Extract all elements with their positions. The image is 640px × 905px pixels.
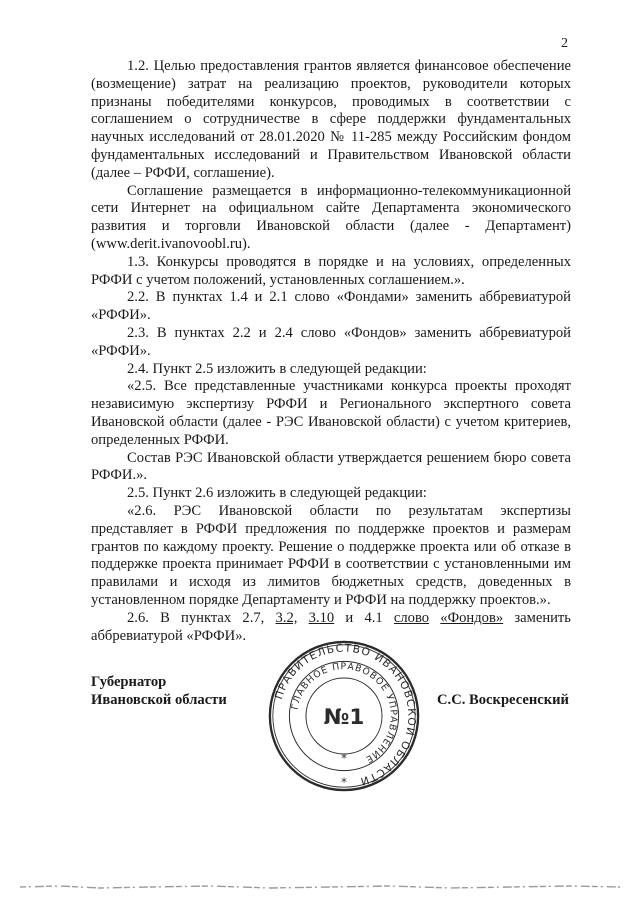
seal-inner-text: ГЛАВНОЕ ПРАВОВОЕ УПРАВЛЕНИЕ [289, 661, 399, 766]
paragraph-2-5: 2.5. Пункт 2.6 изложить в следующей редакции: [127, 485, 427, 502]
paragraph-2-4: 2.4. Пункт 2.5 изложить в следующей редакции: [127, 360, 427, 377]
paragraph-agreement: Соглашение размещается в информационно-телекоммуникационной сети Интернет на официальном сайте Департамента экономического развития и торговли Ивановской области (далее - Департамент) (www.derit.ivanovoobl.ru). [91, 182, 571, 252]
seal-center-number: №1 [323, 704, 365, 730]
paragraph-quote-2-5: «2.5. Все представленные участниками конкурса проекты проходят независимую экспертизу РФФИ и Регионального экспертного совета Ивановской области (далее - РЭС Ивановской области) с учетом критериев, определенных РФФИ. [91, 378, 571, 448]
seal-star-inner: * [341, 750, 347, 765]
seal-outer-text: ПРАВИТЕЛЬСТВО ИВАНОВСКОЙ ОБЛАСТИ [272, 641, 419, 789]
signer-title-line1: Губернатор [91, 674, 167, 690]
paragraph-quote-2-6: «2.6. РЭС Ивановской области по результатам экспертизы представляет в РФФИ предложения по поддержке проектов и размерам грантов по каждому проекту. Решение о поддержке проекта или об отказе в поддержке проекта принимает РФФИ в соответствии с установленными им правилами и исходя из лимитов бюджетных средств, доведенных в установленном порядке Департаменту и РФФИ на поддержку проектов.». [91, 502, 571, 608]
paragraph-2-6-mid: и 4.1 [345, 609, 383, 626]
paragraph-res-composition: Состав РЭС Ивановской области утверждается решением бюро совета РФФИ.». [91, 449, 571, 484]
seal-star-outer: * [341, 775, 347, 790]
paragraph-1-3: 1.3. Конкурсы проводятся в порядке и на условиях, определенных РФФИ с учетом положений, установленных соглашением.». [91, 253, 571, 288]
paragraph-2-6-ref-3-2: 3.2, [275, 609, 298, 626]
signer-title [91, 674, 227, 710]
paragraph-2-6-end: заменить аббревиатурой «РФФИ». [91, 609, 571, 644]
paragraph-2-6-ref-3-10: 3.10 [308, 609, 335, 626]
official-seal [266, 638, 422, 794]
document-body [91, 58, 571, 645]
paragraph-1-2: 1.2. Целью предоставления грантов является финансовое обеспечение (возмещение) затрат на реализацию проектов, руководители которых признаны победителями конкурсов, проводимых в соответствии с соглашением о сотрудничестве в сфере поддержки фундаментальных научных исследований от 28.01.2020 № 11-285 между Российским фондом фундаментальных исследований и Правительством Ивановской области (далее – РФФИ, соглашение). [91, 58, 571, 181]
paragraph-2-6-word: слово [393, 609, 430, 626]
paragraph-2-3: 2.3. В пунктах 2.2 и 2.4 слово «Фондов» заменить аббревиатурой «РФФИ». [91, 324, 571, 359]
paragraph-2-6-start: 2.6. В пунктах 2.7, [127, 609, 265, 626]
scan-edge-artifact [20, 884, 620, 890]
signer-name: С.С. Воскресенский [437, 692, 569, 708]
page-number: 2 [561, 36, 568, 51]
paragraph-2-2: 2.2. В пунктах 1.4 и 2.1 слово «Фондами» заменить аббревиатурой «РФФИ». [91, 289, 571, 324]
paragraph-2-6-quoted: «Фондов» [440, 609, 504, 626]
signer-title-line2: Ивановской области [91, 691, 227, 708]
